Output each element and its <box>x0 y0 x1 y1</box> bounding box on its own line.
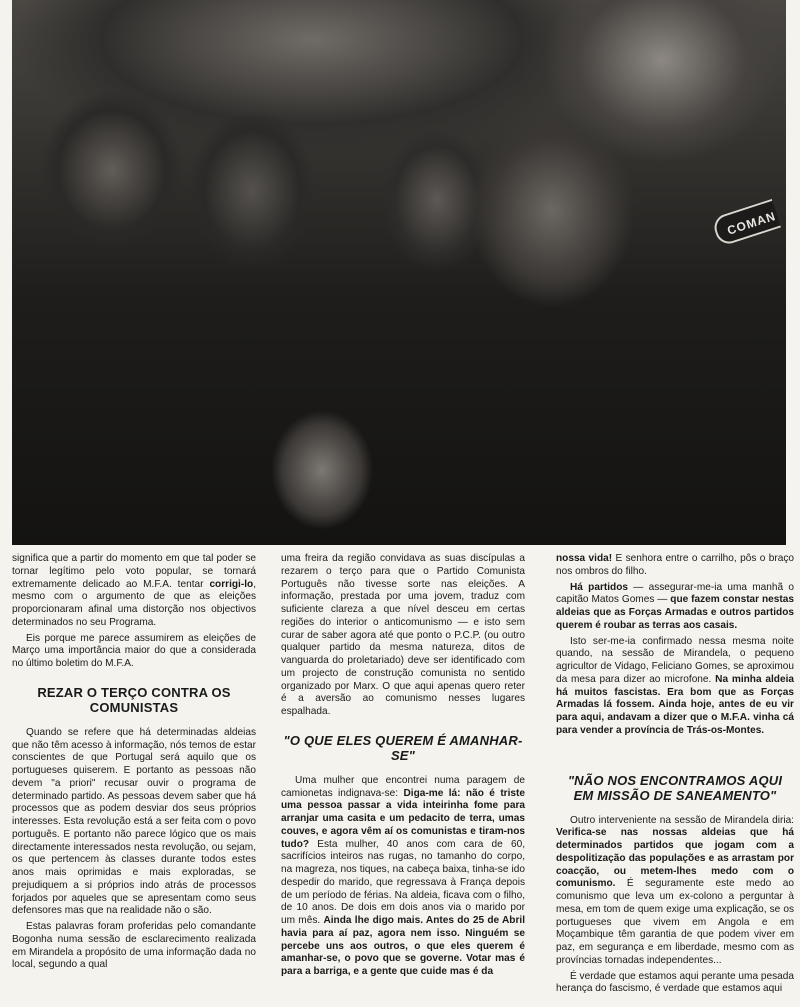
photo-commando-badge: COMAN <box>711 199 781 247</box>
col1-paragraph-3: Quando se refere que há determinadas aldeias que não têm acesso à informação, nós temos de estar conscientes de que Portugal será aquilo que os portugueses quiserem. E portanto as pessoas não devem "a priori" recusar ouvir o programa de determinado partido. As pessoas devem saber que há processos que as podem desviar dos seus próprios interesses. Esta revolução está a ser feita com o povo português. E portanto não parece lógico que os mais directamente interessados nesta revolução, ou sejam, os que pertencem às classes durante todos estes anos mais oprimidas e mais exploradas, se prejudiquem a si próprios indo atrás de processos forjados por aqueles que se apresentam como seus defensores mas que na realidade não o são. <box>12 726 256 917</box>
section-heading-amanhar: "O QUE ELES QUEREM É AMANHAR-SE" <box>283 732 523 763</box>
col3-paragraph-4: Outro interveniente na sessão de Mirandela diria: Verifica-se nas nossas aldeias que há determinados partidos que jogam com a despolitização das populações e as arrastam por coacção, ou metem-lhes medo com o comunismo. É seguramente este medo ao comunismo que leva um ex-colono a perguntar à mesa, em tom de quem exige uma explicação, se os portugueses que vivem em Angola e em Moçambique têm garantia de que podem viver em paz, em segurança e em liberdade, mesmo com as províncias tornadas independentes... <box>556 814 794 966</box>
news-photo <box>12 0 786 545</box>
column-3 <box>556 553 794 999</box>
col2-paragraph-1: uma freira da região convidava as suas discípulas a rezarem o terço para que o Partido Comunista Português não tivesse sorte nas eleições. A informação, prestada por uma jovem, traduz com suficiente clareza a que nível desceu em certas regiões do interior o anticomunismo — e isto sem curar de saber agora até que ponto o P.C.P. (ou outro qualquer partido da mesma natureza, ditos de vanguarda do proletariado) deve ser identificado com um projecto de construção comunista no sentido organizado por Marx. O que aqui apenas quero reter é a aversão ao comunismo nesses lugares espalhada. <box>281 553 525 717</box>
section-heading-saneamento: "NÃO NOS ENCONTRAMOS AQUI EM MISSÃO DE SANEAMENTO" <box>567 772 783 803</box>
col2-paragraph-2: Uma mulher que encontrei numa paragem de camionetas indignava-se: Diga-me lá: não é triste uma pessoa passar a vida inteirinha fome para arranjar uma casita e um pedacito de terra, umas couves, e agora vêm aí os comunistas e tiram-nos tudo? Esta mulher, 40 anos com cara de 60, sacrifícios inteiros nas rugas, no tamanho do corpo, na magreza, nos tiques, na cabeça baixa, tinha-se ido despedir do marido, que regressava à França depois de um período de férias. Na aldeia, ficava com o filho, de 10 anos. De dois em dois anos via o marido por um mês. Ainda lhe digo mais. Antes do 25 de Abril havia para aí paz, agora nem isso. Ninguém se percebe uns aos outros, o que eles querem é amanhar-se, o povo que se governe. Votar mas é para a barriga, e a gente que cuide mas é da <box>281 774 525 977</box>
col3-paragraph-3: Isto ser-me-ia confirmado nessa mesma noite quando, na sessão de Mirandela, o pequeno agricultor de Vidago, Feliciano Gomes, se aproximou da mesa para dizer ao microfone. Na minha aldeia há muitos fascistas. Era bom que as Forças Armadas lá fossem. Ainda hoje, antes de eu vir para aqui, andavam a dizer que o M.F.A. vinha cá para vender a província de Trás-os-Montes. <box>556 635 794 736</box>
column-1 <box>12 553 256 975</box>
col3-paragraph-1: nossa vida! E senhora entre o carrilho, pôs o braço nos ombros do filho. <box>556 553 794 577</box>
column-spacer <box>556 741 794 759</box>
col3-paragraph-2: Há partidos — assegurar-me-ia uma manhã o capitão Matos Gomes — que fazem constar nestas aldeias que as Forças Armadas e outros partidos querem é roubar as terras aos casais. <box>556 581 794 631</box>
section-heading-rezar: REZAR O TERÇO CONTRA OS COMUNISTAS <box>37 684 231 715</box>
col1-paragraph-2: Eis porque me parece assumirem as eleições de Março uma importância maior do que a considerada no último boletim do M.F.A. <box>12 632 256 669</box>
column-2 <box>281 553 525 982</box>
col1-paragraph-4: Estas palavras foram proferidas pelo comandante Bogonha numa sessão de esclarecimento realizada em Mirandela a propósito de uma informação dada no local, segundo a qual <box>12 921 256 971</box>
col1-paragraph-1: significa que a partir do momento em que tal poder se tornar legítimo pelo voto popular, se tornará extremamente delicado ao M.F.A. tentar corrigi-lo, mesmo com o argumento de que as eleições proporcionaram afinal uma distorção nos objectivos determinados no seu Programa. <box>12 553 256 628</box>
col3-paragraph-5: É verdade que estamos aqui perante uma pesada herança do fascismo, é verdade que estamos aqui <box>556 970 794 995</box>
